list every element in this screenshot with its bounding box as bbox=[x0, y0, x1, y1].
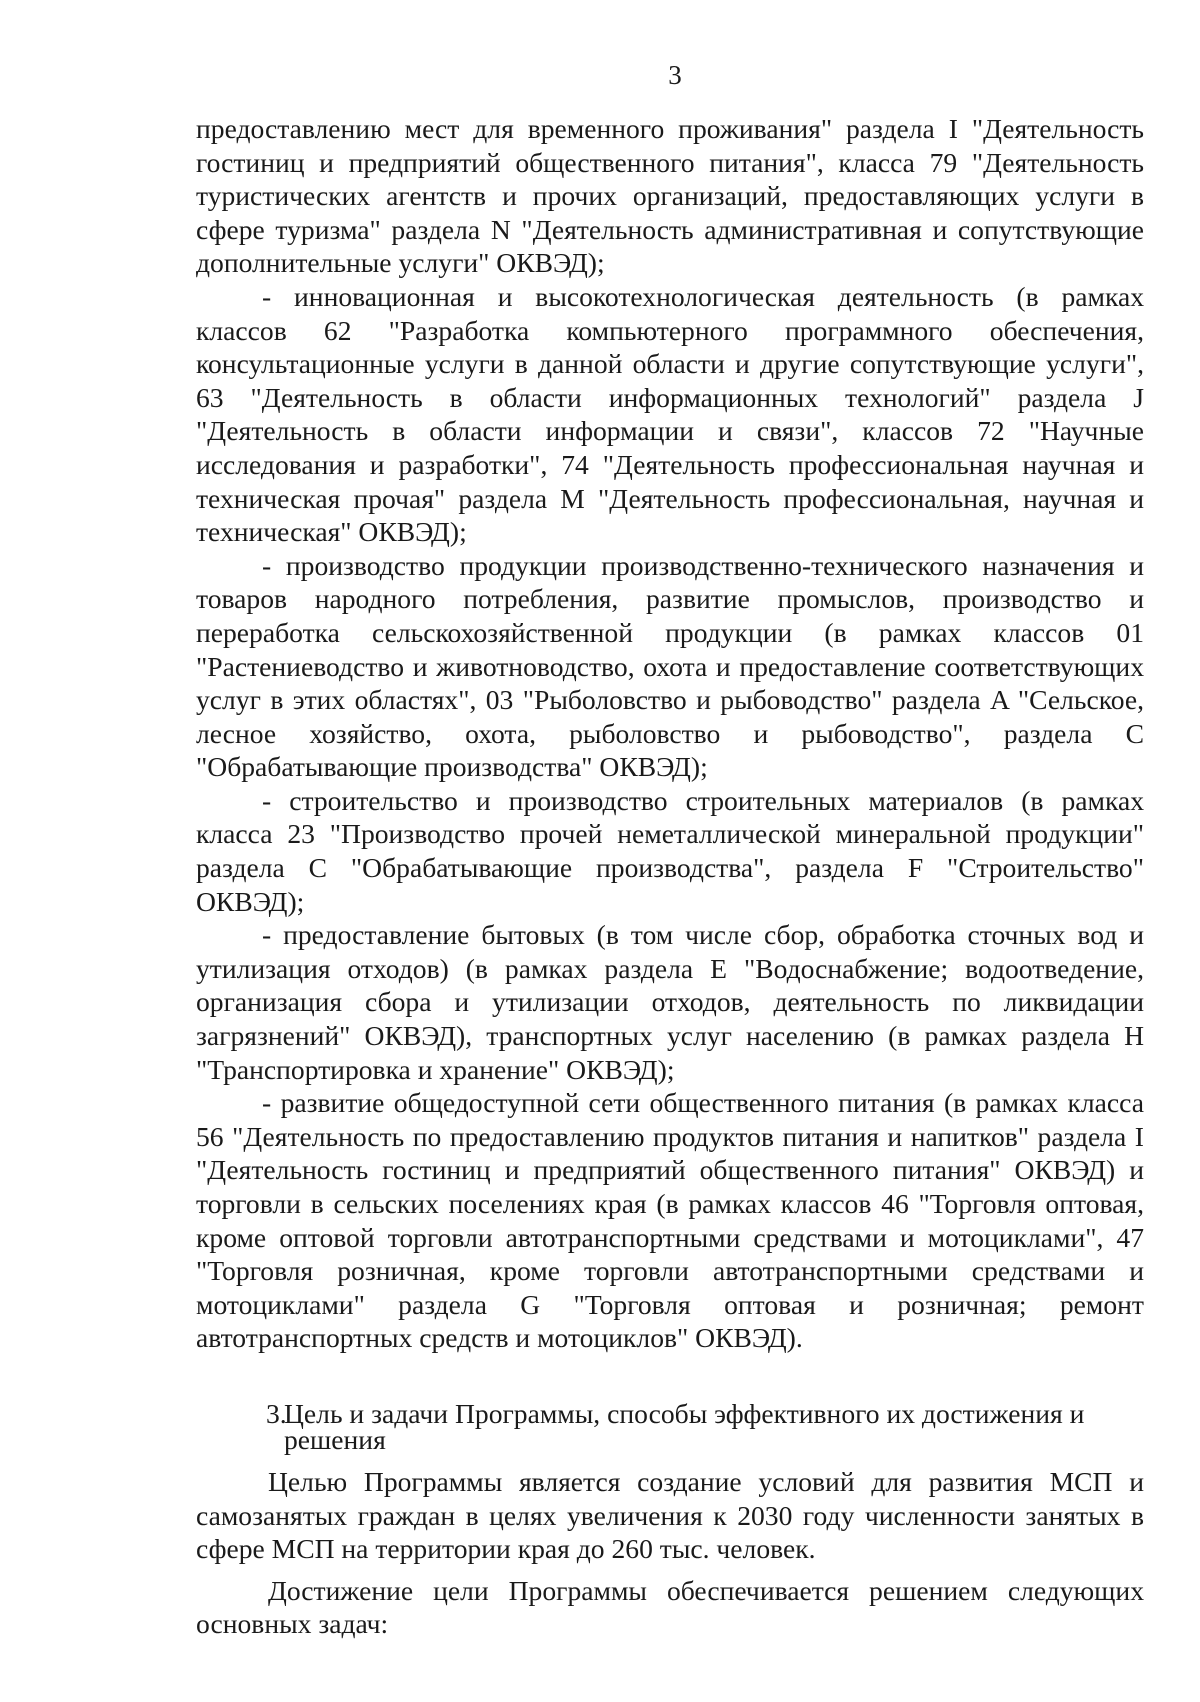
document-body bbox=[196, 112, 1144, 1641]
list-item-production: - производство продукции производственно-технического назначения и товаров народного потребления, развитие промыслов, производство и переработка сельскохозяйственной продукции (в рамках классов 01 "Растениеводство и животноводство, охота и предоставление соответствующих услуг в этих областях", 03 "Рыболовство и рыбоводство" раздела A "Сельское, лесное хозяйство, охота, рыболовство и рыбоводство", раздела C "Обрабатывающие производства" ОКВЭД); bbox=[196, 549, 1144, 783]
section-number: 3. bbox=[266, 1397, 287, 1429]
list-item-construction: - строительство и производство строительных материалов (в рамках класса 23 "Производство прочей неметаллической минеральной продукции" раздела C "Обрабатывающие производства", раздела F "Строительство" ОКВЭД); bbox=[196, 784, 1144, 917]
continuation-paragraph: предоставлению мест для временного проживания" раздела I "Деятельность гостиниц и предприятий общественного питания", класса 79 "Деятельность туристических агентств и прочих организаций, предоставляющих услуги в сфере туризма" раздела N "Деятельность административная и сопутствующие дополнительные услуги" ОКВЭД); bbox=[196, 113, 1144, 279]
list-item-household-services: - предоставление бытовых (в том числе сбор, обработка сточных вод и утилизация отходов) (в рамках раздела E "Водоснабжение; водоотведение, организация сбора и утилизации отходов, деятельность по ликвидации загрязнений" ОКВЭД), транспортных услуг населению (в рамках раздела H "Транспортировка и хранение" ОКВЭД); bbox=[196, 919, 1144, 1085]
tasks-paragraph: Достижение цели Программы обеспечивается решением следующих основных задач: bbox=[196, 1574, 1144, 1640]
page-number: 3 bbox=[668, 60, 682, 90]
list-item-innovation: - инновационная и высокотехнологическая деятельность (в рамках классов 62 "Разработка компьютерного программного обеспечения, консультационные услуги в данной области и другие сопутствующие услуги", 63 "Деятельность в области информационных технологий" раздела J "Деятельность в области информации и связи", классов 72 "Научные исследования и разработки", 74 "Деятельность профессиональная научная и техническая прочая" раздела M "Деятельность профессиональная, научная и техническая" ОКВЭД); bbox=[196, 280, 1144, 548]
goal-paragraph: Целью Программы является создание условий для развития МСП и самозанятых граждан в целях увеличения к 2030 году численности занятых в сфере МСП на территории края до 260 тыс. человек. bbox=[196, 1465, 1144, 1565]
section-title: Цель и задачи Программы, способы эффективного их достижения и решения bbox=[284, 1397, 1085, 1455]
section-heading bbox=[196, 1397, 1144, 1455]
list-item-catering-trade: - развитие общедоступной сети общественного питания (в рамках класса 56 "Деятельность по предоставлению продуктов питания и напитков" раздела I "Деятельность гостиниц и предприятий общественного питания" ОКВЭД) и торговли в сельских поселениях края (в рамках классов 46 "Торговля оптовая, кроме оптовой торговли автотранспортными средствами и мотоциклами", 47 "Торговля розничная, кроме торговли автотранспортными средствами и мотоциклами" раздела G "Торговля оптовая и розничная; ремонт автотранспортных средств и мотоциклов" ОКВЭД). bbox=[196, 1087, 1144, 1354]
